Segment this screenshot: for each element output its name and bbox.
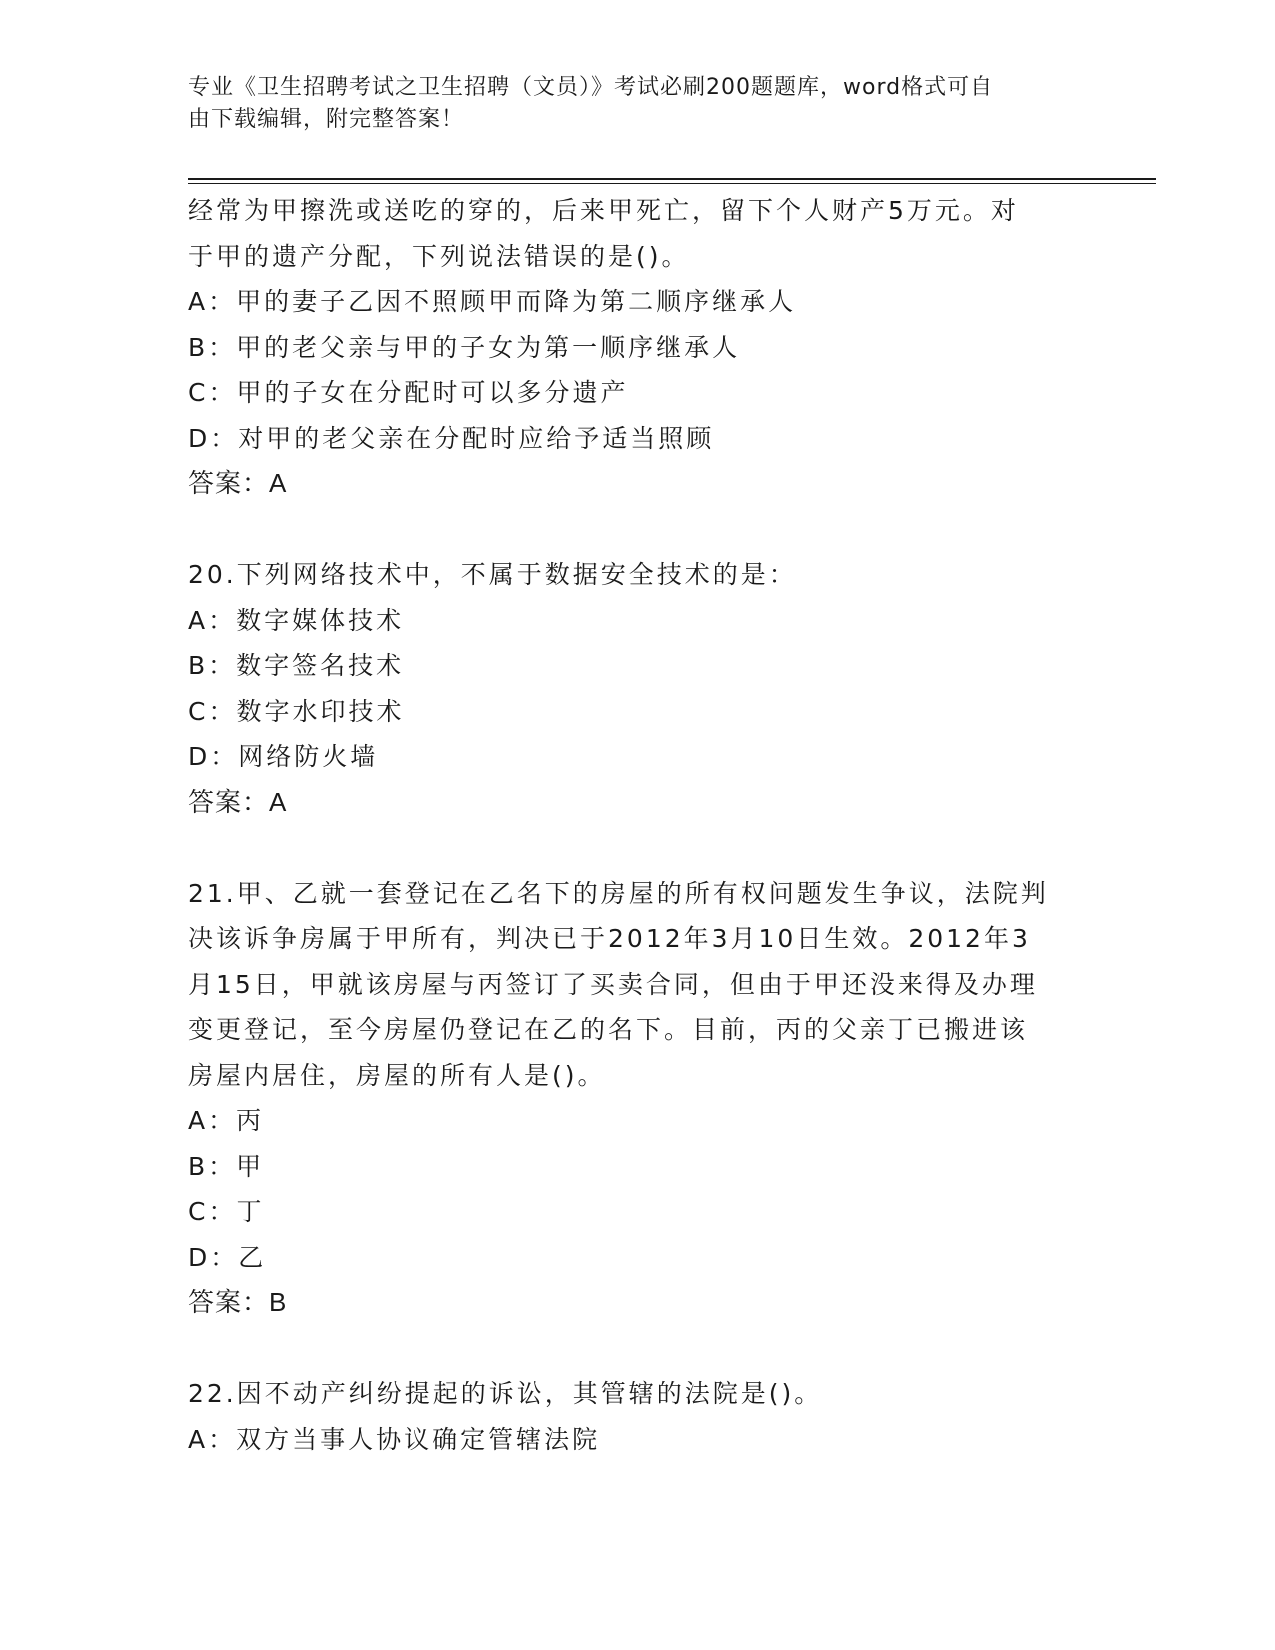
header-line-2: 由下载编辑，附完整答案！ [188,107,465,132]
answer-line: 答案：B [188,1287,288,1317]
question-stem-line: 于甲的遗产分配，下列说法错误的是()。 [188,241,690,271]
question-stem-line: 变更登记，至今房屋仍登记在乙的名下。目前，丙的父亲丁已搬进该 [188,1015,1029,1044]
question-stem-line: 房屋内居住，房屋的所有人是()。 [188,1060,606,1090]
question-stem-line: 月15日，甲就该房屋与丙签订了买卖合同，但由于甲还没来得及办理 [188,969,1038,999]
option-b: B：甲 [188,1151,265,1181]
header-divider-thin [188,183,1156,184]
spacer [188,507,1088,553]
header-line-1: 专业《卫生招聘考试之卫生招聘（文员）》考试必刷200题题库，word格式可自 [188,75,994,100]
option-c: C：数字水印技术 [188,696,405,726]
option-c: C：丁 [188,1197,265,1226]
question-stem-line: 20.下列网络技术中，不属于数据安全技术的是： [188,560,797,589]
option-d: D：乙 [188,1242,267,1272]
question-stem-line: 经常为甲擦洗或送吃的穿的，后来甲死亡，留下个人财产5万元。对 [188,196,1019,225]
question-stem-line: 22.因不动产纠纷提起的诉讼，其管辖的法院是()。 [188,1379,823,1408]
option-d: D：对甲的老父亲在分配时应给予适当照顾 [188,423,715,453]
option-a: A：双方当事人协议确定管辖法院 [188,1424,601,1454]
question-list [188,188,1088,1462]
option-a: A：丙 [188,1106,265,1135]
question-stem-line: 21.甲、乙就一套登记在乙名下的房屋的所有权问题发生争议，法院判 [188,878,1049,908]
answer-line: 答案：A [188,468,288,498]
option-c: C：甲的子女在分配时可以多分遗产 [188,378,629,407]
option-b: B：甲的老父亲与甲的子女为第一顺序继承人 [188,332,741,362]
option-a: A：数字媒体技术 [188,605,405,635]
question-item [188,188,1088,507]
spacer [188,1326,1088,1372]
document-header [188,72,1068,136]
option-d: D：网络防火墙 [188,742,379,771]
option-a: A：甲的妻子乙因不照顾甲而降为第二顺序继承人 [188,287,797,316]
answer-line: 答案：A [188,786,288,817]
question-item [188,871,1088,1326]
spacer [188,825,1088,871]
option-b: B：数字签名技术 [188,651,405,680]
question-stem-line: 决该诉争房属于甲所有，判决已于2012年3月10日生效。2012年3 [188,924,1031,953]
question-item [188,1371,1088,1462]
question-item [188,552,1088,825]
header-divider-thick [188,178,1156,180]
